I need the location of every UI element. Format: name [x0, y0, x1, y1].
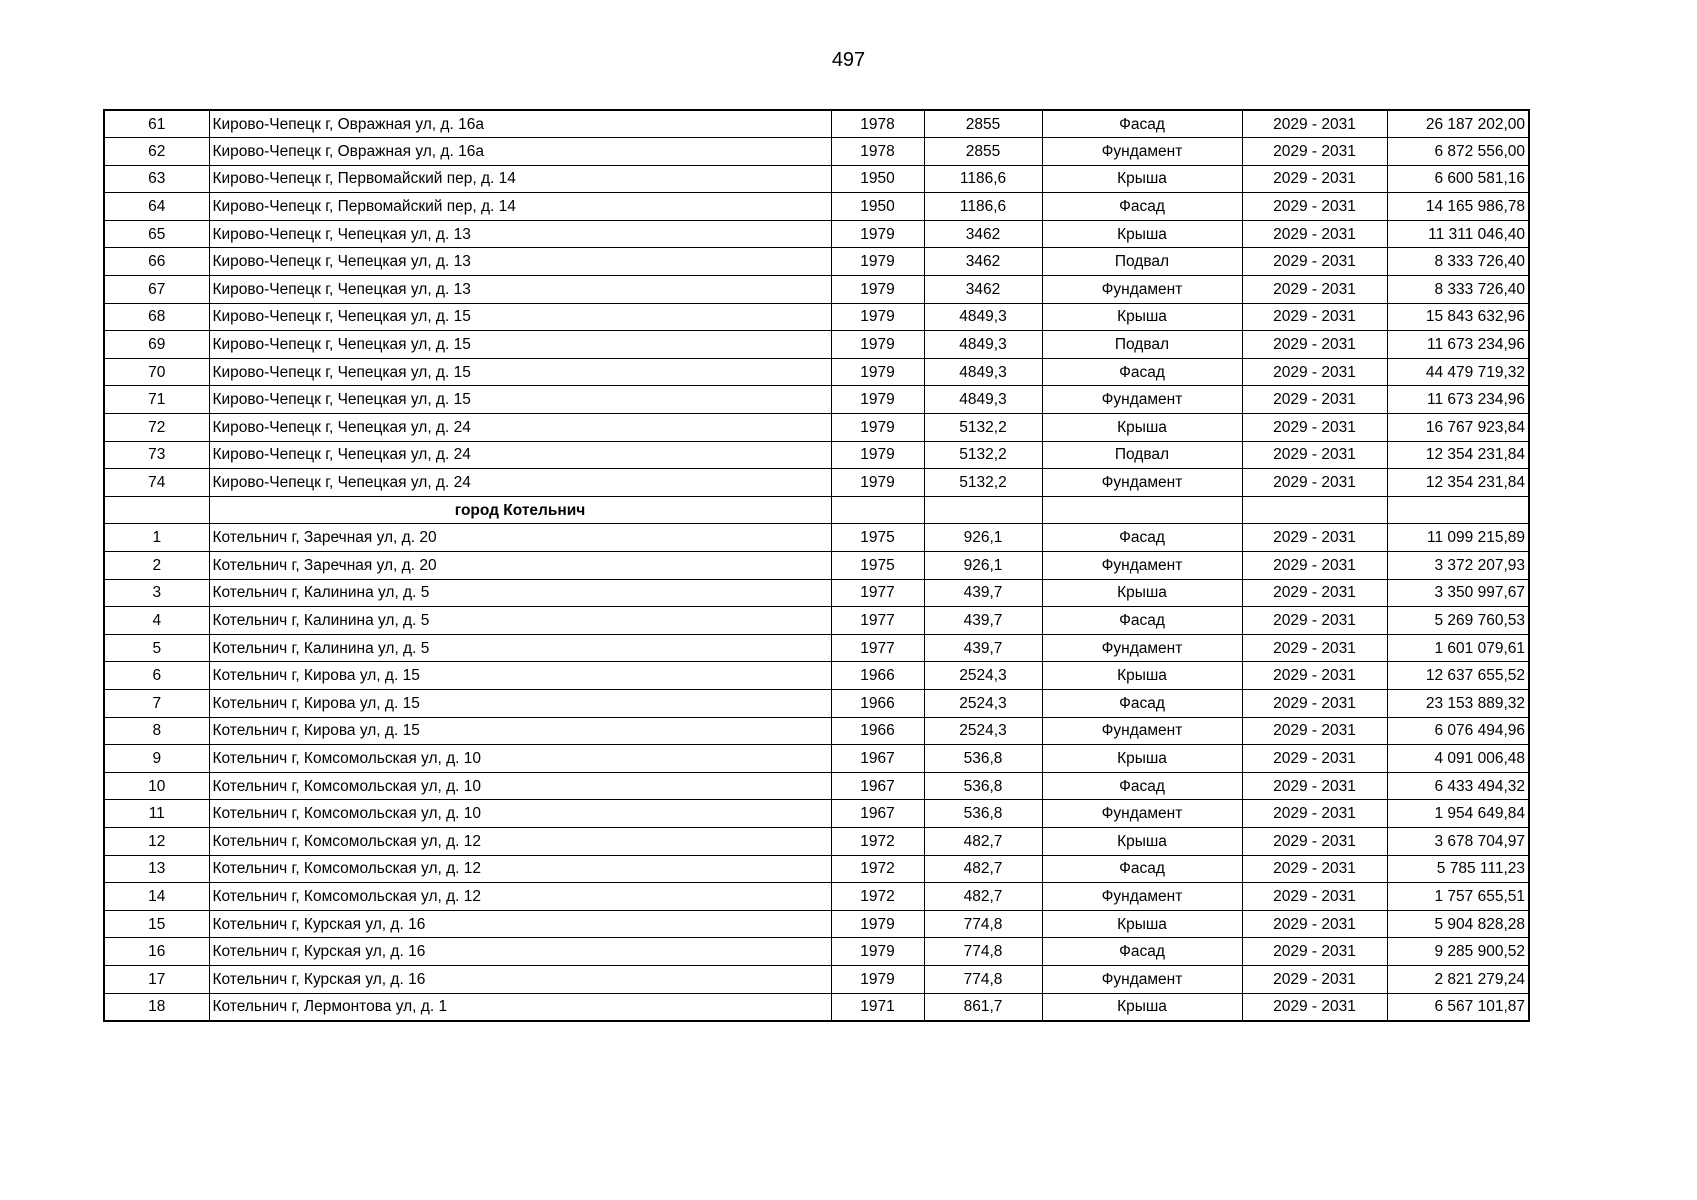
- cost-cell: 6 433 494,32: [1387, 772, 1529, 800]
- row-number-cell: 13: [104, 855, 209, 883]
- section-header-row: [104, 496, 1529, 524]
- year-built-cell: 1966: [831, 717, 924, 745]
- address-cell: Котельнич г, Заречная ул, д. 20: [209, 552, 831, 580]
- row-number-cell: 1: [104, 524, 209, 552]
- address-cell: Кирово-Чепецк г, Первомайский пер, д. 14: [209, 193, 831, 221]
- area-cell: 3462: [924, 276, 1042, 304]
- table-row: [104, 662, 1529, 690]
- year-built-cell: 1966: [831, 662, 924, 690]
- table-row: [104, 993, 1529, 1021]
- work-type-cell: Крыша: [1042, 910, 1242, 938]
- period-cell: 2029 - 2031: [1242, 745, 1387, 773]
- year-built-cell: 1972: [831, 827, 924, 855]
- row-number-cell: 67: [104, 276, 209, 304]
- work-type-cell: Фасад: [1042, 524, 1242, 552]
- row-number-cell: 65: [104, 220, 209, 248]
- work-type-cell: Фундамент: [1042, 965, 1242, 993]
- address-cell: Кирово-Чепецк г, Чепецкая ул, д. 13: [209, 248, 831, 276]
- year-built-cell: 1979: [831, 469, 924, 497]
- period-cell: 2029 - 2031: [1242, 579, 1387, 607]
- table-row: [104, 414, 1529, 442]
- table-row: [104, 579, 1529, 607]
- row-number-cell: 14: [104, 883, 209, 911]
- period-cell: 2029 - 2031: [1242, 165, 1387, 193]
- period-cell: 2029 - 2031: [1242, 358, 1387, 386]
- work-type-cell: Фундамент: [1042, 717, 1242, 745]
- work-type-cell: Фундамент: [1042, 386, 1242, 414]
- cost-cell: 1 601 079,61: [1387, 634, 1529, 662]
- area-cell: 439,7: [924, 607, 1042, 635]
- work-type-cell: Крыша: [1042, 662, 1242, 690]
- address-cell: Кирово-Чепецк г, Первомайский пер, д. 14: [209, 165, 831, 193]
- cost-cell: 14 165 986,78: [1387, 193, 1529, 221]
- area-cell: 5132,2: [924, 441, 1042, 469]
- row-number-cell: 62: [104, 138, 209, 166]
- year-built-cell: 1977: [831, 579, 924, 607]
- year-built-cell: 1977: [831, 634, 924, 662]
- year-built-cell: 1979: [831, 414, 924, 442]
- cost-cell: 26 187 202,00: [1387, 110, 1529, 138]
- work-type-cell: Крыша: [1042, 745, 1242, 773]
- year-built-cell: 1979: [831, 220, 924, 248]
- table-body: [104, 110, 1529, 1021]
- period-cell: 2029 - 2031: [1242, 193, 1387, 221]
- table-row: [104, 358, 1529, 386]
- area-cell: 5132,2: [924, 414, 1042, 442]
- address-cell: Кирово-Чепецк г, Чепецкая ул, д. 24: [209, 414, 831, 442]
- address-cell: Котельнич г, Кирова ул, д. 15: [209, 689, 831, 717]
- cost-cell: 5 785 111,23: [1387, 855, 1529, 883]
- cost-cell: 11 099 215,89: [1387, 524, 1529, 552]
- period-cell: 2029 - 2031: [1242, 552, 1387, 580]
- table-row: [104, 138, 1529, 166]
- address-cell: Котельнич г, Лермонтова ул, д. 1: [209, 993, 831, 1021]
- address-cell: Кирово-Чепецк г, Чепецкая ул, д. 15: [209, 303, 831, 331]
- work-type-cell: Фасад: [1042, 855, 1242, 883]
- period-cell: 2029 - 2031: [1242, 138, 1387, 166]
- area-cell: 482,7: [924, 883, 1042, 911]
- work-type-cell: Крыша: [1042, 220, 1242, 248]
- table-row: [104, 193, 1529, 221]
- year-built-cell: 1979: [831, 276, 924, 304]
- table-row: [104, 469, 1529, 497]
- year-built-cell: 1979: [831, 910, 924, 938]
- area-cell: 2855: [924, 138, 1042, 166]
- cost-cell: 6 872 556,00: [1387, 138, 1529, 166]
- row-number-cell: 73: [104, 441, 209, 469]
- cost-cell: 6 076 494,96: [1387, 717, 1529, 745]
- work-type-cell: Фасад: [1042, 193, 1242, 221]
- period-cell: 2029 - 2031: [1242, 414, 1387, 442]
- table-row: [104, 717, 1529, 745]
- period-cell: 2029 - 2031: [1242, 441, 1387, 469]
- table-row: [104, 552, 1529, 580]
- cost-cell: 16 767 923,84: [1387, 414, 1529, 442]
- table-row: [104, 883, 1529, 911]
- row-number-cell: 8: [104, 717, 209, 745]
- period-cell: 2029 - 2031: [1242, 772, 1387, 800]
- row-number-cell: 4: [104, 607, 209, 635]
- work-type-cell: Фасад: [1042, 358, 1242, 386]
- area-cell: 926,1: [924, 552, 1042, 580]
- cost-cell: 15 843 632,96: [1387, 303, 1529, 331]
- area-cell: 4849,3: [924, 358, 1042, 386]
- cost-cell: 6 567 101,87: [1387, 993, 1529, 1021]
- period-cell: 2029 - 2031: [1242, 607, 1387, 635]
- address-cell: Котельнич г, Комсомольская ул, д. 10: [209, 772, 831, 800]
- row-number-cell: 72: [104, 414, 209, 442]
- cost-cell: 1 954 649,84: [1387, 800, 1529, 828]
- period-cell: 2029 - 2031: [1242, 110, 1387, 138]
- table-row: [104, 276, 1529, 304]
- address-cell: Кирово-Чепецк г, Овражная ул, д. 16а: [209, 110, 831, 138]
- work-type-cell: Фундамент: [1042, 276, 1242, 304]
- work-type-cell: Крыша: [1042, 827, 1242, 855]
- year-built-cell: 1975: [831, 524, 924, 552]
- row-number-cell: 64: [104, 193, 209, 221]
- table-row: [104, 386, 1529, 414]
- section-title: город Котельнич: [209, 496, 831, 524]
- period-cell: 2029 - 2031: [1242, 662, 1387, 690]
- cost-cell: 3 678 704,97: [1387, 827, 1529, 855]
- period-cell: 2029 - 2031: [1242, 469, 1387, 497]
- work-type-cell: Крыша: [1042, 414, 1242, 442]
- cost-cell: 9 285 900,52: [1387, 938, 1529, 966]
- area-cell: 5132,2: [924, 469, 1042, 497]
- year-built-cell: 1979: [831, 331, 924, 359]
- cost-cell: 2 821 279,24: [1387, 965, 1529, 993]
- year-built-cell: 1972: [831, 855, 924, 883]
- row-number-cell: 69: [104, 331, 209, 359]
- work-type-cell: Фасад: [1042, 772, 1242, 800]
- year-built-cell: 1977: [831, 607, 924, 635]
- table-row: [104, 634, 1529, 662]
- address-cell: Кирово-Чепецк г, Чепецкая ул, д. 15: [209, 331, 831, 359]
- year-built-cell: 1979: [831, 441, 924, 469]
- area-cell: 439,7: [924, 634, 1042, 662]
- area-cell: 439,7: [924, 579, 1042, 607]
- work-type-cell: Крыша: [1042, 993, 1242, 1021]
- cost-cell: 11 673 234,96: [1387, 386, 1529, 414]
- year-built-cell: 1966: [831, 689, 924, 717]
- table-row: [104, 689, 1529, 717]
- address-cell: Котельнич г, Калинина ул, д. 5: [209, 579, 831, 607]
- year-built-cell: 1979: [831, 303, 924, 331]
- address-cell: Котельнич г, Комсомольская ул, д. 12: [209, 883, 831, 911]
- work-type-cell: Крыша: [1042, 165, 1242, 193]
- period-cell: 2029 - 2031: [1242, 717, 1387, 745]
- area-cell: 536,8: [924, 772, 1042, 800]
- period-cell: 2029 - 2031: [1242, 910, 1387, 938]
- row-number-cell: 74: [104, 469, 209, 497]
- area-cell: 482,7: [924, 855, 1042, 883]
- period-cell: 2029 - 2031: [1242, 827, 1387, 855]
- cost-cell: 12 637 655,52: [1387, 662, 1529, 690]
- work-type-cell: Подвал: [1042, 331, 1242, 359]
- table-row: [104, 965, 1529, 993]
- table-row: [104, 220, 1529, 248]
- row-number-cell: 10: [104, 772, 209, 800]
- row-number-cell: 63: [104, 165, 209, 193]
- area-cell: 774,8: [924, 910, 1042, 938]
- row-number-cell: 2: [104, 552, 209, 580]
- address-cell: Кирово-Чепецк г, Чепецкая ул, д. 24: [209, 469, 831, 497]
- work-type-cell: Фасад: [1042, 607, 1242, 635]
- year-built-cell: 1978: [831, 138, 924, 166]
- address-cell: Кирово-Чепецк г, Овражная ул, д. 16а: [209, 138, 831, 166]
- year-built-cell: 1975: [831, 552, 924, 580]
- period-cell: 2029 - 2031: [1242, 303, 1387, 331]
- row-number-cell: 11: [104, 800, 209, 828]
- row-number-cell: 9: [104, 745, 209, 773]
- area-cell: 861,7: [924, 993, 1042, 1021]
- address-cell: Котельнич г, Калинина ул, д. 5: [209, 634, 831, 662]
- area-cell: 536,8: [924, 745, 1042, 773]
- table-row: [104, 800, 1529, 828]
- year-built-cell: 1967: [831, 800, 924, 828]
- area-cell: 1186,6: [924, 193, 1042, 221]
- work-type-cell: Фундамент: [1042, 800, 1242, 828]
- year-built-cell: 1972: [831, 883, 924, 911]
- year-built-cell: 1950: [831, 165, 924, 193]
- row-number-cell: 5: [104, 634, 209, 662]
- row-number-cell: 70: [104, 358, 209, 386]
- area-cell: 3462: [924, 248, 1042, 276]
- page-number: 497: [831, 49, 866, 71]
- address-cell: Котельнич г, Курская ул, д. 16: [209, 965, 831, 993]
- table-row: [104, 910, 1529, 938]
- year-built-cell: 1971: [831, 993, 924, 1021]
- period-cell: 2029 - 2031: [1242, 248, 1387, 276]
- period-cell: 2029 - 2031: [1242, 634, 1387, 662]
- row-number-cell: 68: [104, 303, 209, 331]
- table-row: [104, 248, 1529, 276]
- row-number-cell: 17: [104, 965, 209, 993]
- table-row: [104, 165, 1529, 193]
- address-cell: Котельнич г, Курская ул, д. 16: [209, 910, 831, 938]
- address-cell: Котельнич г, Кирова ул, д. 15: [209, 662, 831, 690]
- year-built-cell: 1979: [831, 386, 924, 414]
- year-built-cell: 1967: [831, 772, 924, 800]
- period-cell: 2029 - 2031: [1242, 993, 1387, 1021]
- period-cell: 2029 - 2031: [1242, 938, 1387, 966]
- period-cell: 2029 - 2031: [1242, 276, 1387, 304]
- cost-cell: 5 269 760,53: [1387, 607, 1529, 635]
- address-cell: Котельнич г, Комсомольская ул, д. 10: [209, 745, 831, 773]
- period-cell: 2029 - 2031: [1242, 800, 1387, 828]
- work-type-cell: Фундамент: [1042, 138, 1242, 166]
- address-cell: Котельнич г, Курская ул, д. 16: [209, 938, 831, 966]
- address-cell: Кирово-Чепецк г, Чепецкая ул, д. 15: [209, 386, 831, 414]
- row-number-cell: 61: [104, 110, 209, 138]
- work-type-cell: Фасад: [1042, 938, 1242, 966]
- table-row: [104, 524, 1529, 552]
- address-cell: Котельнич г, Калинина ул, д. 5: [209, 607, 831, 635]
- period-cell: 2029 - 2031: [1242, 331, 1387, 359]
- area-cell: 2524,3: [924, 689, 1042, 717]
- address-cell: Кирово-Чепецк г, Чепецкая ул, д. 15: [209, 358, 831, 386]
- cost-cell: 3 372 207,93: [1387, 552, 1529, 580]
- cost-cell: 44 479 719,32: [1387, 358, 1529, 386]
- area-cell: 4849,3: [924, 386, 1042, 414]
- year-built-cell: 1979: [831, 965, 924, 993]
- address-cell: Кирово-Чепецк г, Чепецкая ул, д. 13: [209, 276, 831, 304]
- area-cell: 2855: [924, 110, 1042, 138]
- work-type-cell: Подвал: [1042, 441, 1242, 469]
- year-built-cell: 1979: [831, 358, 924, 386]
- address-cell: Котельнич г, Комсомольская ул, д. 12: [209, 827, 831, 855]
- row-number-cell: 15: [104, 910, 209, 938]
- address-cell: Кирово-Чепецк г, Чепецкая ул, д. 13: [209, 220, 831, 248]
- cost-cell: 11 673 234,96: [1387, 331, 1529, 359]
- row-number-cell: 71: [104, 386, 209, 414]
- cost-cell: 11 311 046,40: [1387, 220, 1529, 248]
- work-type-cell: Фундамент: [1042, 883, 1242, 911]
- address-cell: Котельнич г, Комсомольская ул, д. 12: [209, 855, 831, 883]
- cost-cell: 5 904 828,28: [1387, 910, 1529, 938]
- cost-cell: 6 600 581,16: [1387, 165, 1529, 193]
- row-number-cell: 12: [104, 827, 209, 855]
- work-type-cell: Крыша: [1042, 579, 1242, 607]
- row-number-cell: 66: [104, 248, 209, 276]
- period-cell: 2029 - 2031: [1242, 386, 1387, 414]
- period-cell: 2029 - 2031: [1242, 689, 1387, 717]
- cost-cell: 12 354 231,84: [1387, 469, 1529, 497]
- cost-cell: 23 153 889,32: [1387, 689, 1529, 717]
- empty-cell: [1387, 496, 1529, 524]
- empty-cell: [831, 496, 924, 524]
- work-type-cell: Крыша: [1042, 303, 1242, 331]
- area-cell: 774,8: [924, 938, 1042, 966]
- address-cell: Кирово-Чепецк г, Чепецкая ул, д. 24: [209, 441, 831, 469]
- period-cell: 2029 - 2031: [1242, 965, 1387, 993]
- table-row: [104, 607, 1529, 635]
- area-cell: 1186,6: [924, 165, 1042, 193]
- work-type-cell: Фундамент: [1042, 634, 1242, 662]
- period-cell: 2029 - 2031: [1242, 883, 1387, 911]
- row-number-cell: 3: [104, 579, 209, 607]
- work-type-cell: Подвал: [1042, 248, 1242, 276]
- address-cell: Котельнич г, Комсомольская ул, д. 10: [209, 800, 831, 828]
- area-cell: 4849,3: [924, 303, 1042, 331]
- cost-cell: 3 350 997,67: [1387, 579, 1529, 607]
- area-cell: 2524,3: [924, 717, 1042, 745]
- table-row: [104, 938, 1529, 966]
- table-row: [104, 772, 1529, 800]
- year-built-cell: 1950: [831, 193, 924, 221]
- work-type-cell: Фундамент: [1042, 552, 1242, 580]
- address-cell: Котельнич г, Заречная ул, д. 20: [209, 524, 831, 552]
- cost-cell: 12 354 231,84: [1387, 441, 1529, 469]
- work-type-cell: Фасад: [1042, 110, 1242, 138]
- area-cell: 3462: [924, 220, 1042, 248]
- year-built-cell: 1979: [831, 938, 924, 966]
- area-cell: 482,7: [924, 827, 1042, 855]
- period-cell: 2029 - 2031: [1242, 220, 1387, 248]
- empty-cell: [1042, 496, 1242, 524]
- empty-cell: [924, 496, 1042, 524]
- cost-cell: 4 091 006,48: [1387, 745, 1529, 773]
- table-row: [104, 855, 1529, 883]
- period-cell: 2029 - 2031: [1242, 524, 1387, 552]
- work-type-cell: Фасад: [1042, 689, 1242, 717]
- empty-cell: [104, 496, 209, 524]
- period-cell: 2029 - 2031: [1242, 855, 1387, 883]
- row-number-cell: 7: [104, 689, 209, 717]
- row-number-cell: 6: [104, 662, 209, 690]
- row-number-cell: 18: [104, 993, 209, 1021]
- table-row: [104, 827, 1529, 855]
- cost-cell: 8 333 726,40: [1387, 248, 1529, 276]
- area-cell: 926,1: [924, 524, 1042, 552]
- area-cell: 2524,3: [924, 662, 1042, 690]
- area-cell: 4849,3: [924, 331, 1042, 359]
- row-number-cell: 16: [104, 938, 209, 966]
- address-cell: Котельнич г, Кирова ул, д. 15: [209, 717, 831, 745]
- year-built-cell: 1967: [831, 745, 924, 773]
- table-row: [104, 441, 1529, 469]
- table-row: [104, 745, 1529, 773]
- repair-schedule-table: [103, 109, 1530, 1022]
- area-cell: 774,8: [924, 965, 1042, 993]
- year-built-cell: 1978: [831, 110, 924, 138]
- work-type-cell: Фундамент: [1042, 469, 1242, 497]
- area-cell: 536,8: [924, 800, 1042, 828]
- table-row: [104, 303, 1529, 331]
- table-row: [104, 110, 1529, 138]
- empty-cell: [1242, 496, 1387, 524]
- year-built-cell: 1979: [831, 248, 924, 276]
- cost-cell: 1 757 655,51: [1387, 883, 1529, 911]
- table-row: [104, 331, 1529, 359]
- cost-cell: 8 333 726,40: [1387, 276, 1529, 304]
